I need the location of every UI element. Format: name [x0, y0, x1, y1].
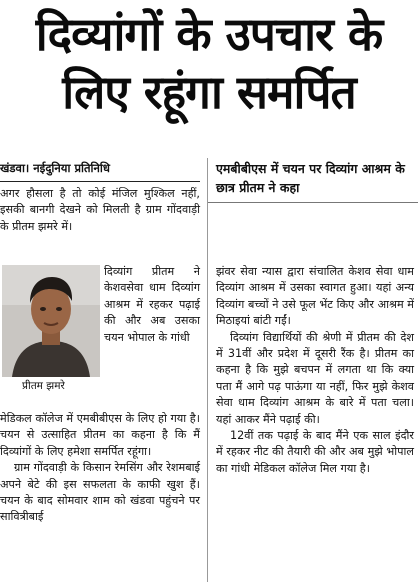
subheadline-rule — [208, 202, 418, 203]
neet-paragraph: 12वीं तक पढ़ाई के बाद मैंने एक साल इंदौर में रहकर नीट की तैयारी की और अब मुझे भोपाल का गांधी मेडिकल कॉलेज मिल गया है। — [216, 429, 414, 475]
welcome-paragraph: झंवर सेवा न्यास द्वारा संचालित केशव सेवा धाम दिव्यांग आश्रम में उसका स्वागत हुआ। यहां अन्य दिव्यांग बच्चों ने उसे फूल भेंट किए और आश्रम में मिठाइयां बांटी गईं। — [216, 265, 414, 328]
right-column — [216, 264, 414, 477]
byline: खंडवा। नईदुनिया प्रतिनिधि — [0, 161, 110, 175]
headline-line-1: दिव्यांगों के उपचार के — [35, 7, 383, 61]
rank-paragraph: दिव्यांग विद्यार्थियों की श्रेणी में प्रीतम की देश में 31वीं और प्रदेश में दूसरी रैंक है। प्रीतम का कहना है कि मुझे बचपन में लगता था कि क्या पता मैं आगे पढ़ पाऊंगा या नहीं, फिर मुझे केशव सेवा धाम दिव्यांग आश्रम के बारे में पता चला। यहां आकर मैंने पढ़ाई की। — [216, 330, 414, 426]
subheadline: एमबीबीएस में चयन पर दिव्यांग आश्रम के छात्र प्रीतम ने कहा — [216, 161, 405, 195]
portrait-photo — [2, 265, 100, 377]
column-divider — [207, 158, 208, 582]
portrait-illustration — [2, 265, 100, 377]
intro-paragraph — [0, 186, 200, 235]
wrapped-text: दिव्यांग प्रीतम ने केशवसेवा धाम दिव्यांग आश्रम में रहकर पढ़ाई की और अब उसका चयन भोपाल के गांधी — [104, 265, 200, 344]
family-paragraph: ग्राम गोंदवाड़ी के किसान रेमसिंग और रेशमबाई अपने बेटे की इस सफलता के काफी खुश हैं। चयन के बाद सोमवार शाम को खंडवा पहुंचने पर सावित्रीबाई — [0, 461, 200, 524]
photo-caption: प्रीतम झमरे — [22, 380, 65, 392]
headline — [0, 0, 418, 130]
left-column-continuation — [0, 411, 200, 526]
byline-rule — [0, 181, 200, 182]
wrapped-paragraph — [104, 264, 200, 346]
headline-line-2: लिए रहूंगा समर्पित — [62, 65, 356, 119]
intro-text: अगर हौसला है तो कोई मंजिल मुश्किल नहीं, इसकी बानगी देखने को मिलती है ग्राम गोंदवाड़ी के प्रीतम झमरे में। — [0, 187, 200, 233]
continuation-text: मेडिकल कॉलेज में एमबीबीएस के लिए हो गया है। चयन से उत्साहित प्रीतम का कहना है कि मैं दिव्यांगों के लिए हमेशा समर्पित रहूंगा। — [0, 412, 200, 458]
